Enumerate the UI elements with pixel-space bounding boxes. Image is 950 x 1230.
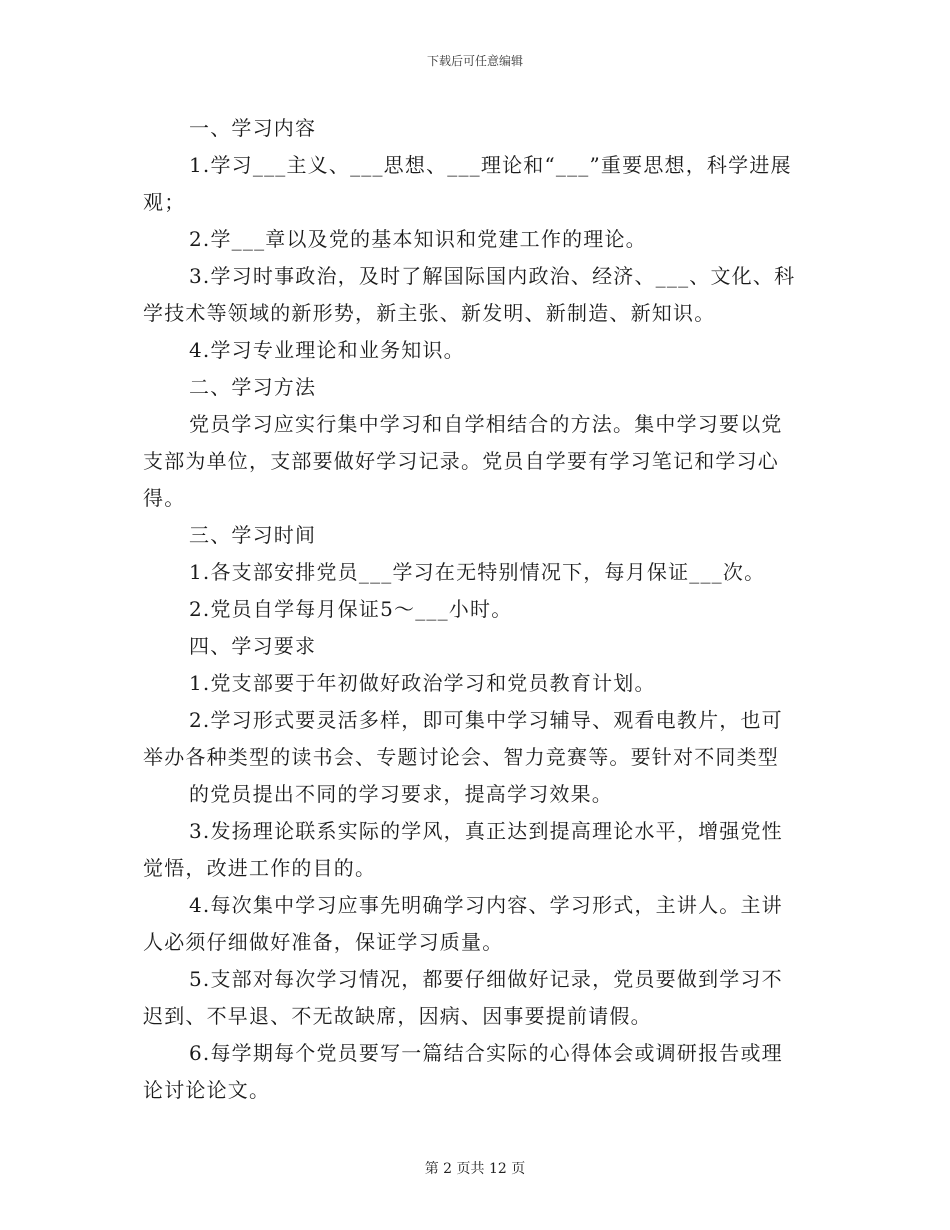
section-heading-requirements: 四、学习要求 xyxy=(189,634,317,658)
paragraph: 党员学习应实行集中学习和自学相结合的方法。集中学习要以党支部为单位，支部要做好学习记录。党员自学要有学习笔记和学习心得。 xyxy=(143,412,783,510)
paragraph: 2.党员自学每月保证5～___小时。 xyxy=(189,597,513,621)
document-body xyxy=(143,110,803,1109)
section-heading-method: 二、学习方法 xyxy=(189,375,317,399)
paragraph: 的党员提出不同的学习要求，提高学习效果。 xyxy=(189,782,613,806)
paragraph: 5.支部对每次学习情况，都要仔细做好记录，党员要做到学习不迟到、不早退、不无故缺席，因病、因事要提前请假。 xyxy=(143,967,783,1028)
paragraph: 4.每次集中学习应事先明确学习内容、学习形式，主讲人。主讲人必须仔细做好准备，保证学习质量。 xyxy=(143,893,783,954)
page-footer: 第 2 页共 12 页 xyxy=(424,1161,526,1177)
paragraph: 2.学___章以及党的基本知识和党建工作的理论。 xyxy=(189,227,647,251)
page-header: 下载后可任意编辑 xyxy=(426,54,523,68)
paragraph: 1.党支部要于年初做好政治学习和党员教育计划。 xyxy=(189,671,656,695)
paragraph: 2.学习形式要灵活多样，即可集中学习辅导、观看电教片，也可举办各种类型的读书会、专题讨论会、智力竞赛等。要针对不同类型 xyxy=(143,708,783,769)
paragraph: 3.发扬理论联系实际的学风，真正达到提高理论水平，增强党性觉悟，改进工作的目的。 xyxy=(143,819,783,880)
paragraph: 6.每学期每个党员要写一篇结合实际的心得体会或调研报告或理论讨论论文。 xyxy=(143,1041,783,1102)
section-heading-content: 一、学习内容 xyxy=(189,116,317,140)
paragraph: 3.学习时事政治，及时了解国际国内政治、经济、___、文化、科学技术等领域的新形势，新主张、新发明、新制造、新知识。 xyxy=(143,264,796,325)
paragraph: 1.各支部安排党员___学习在无特别情况下，每月保证___次。 xyxy=(189,560,766,584)
paragraph: 1.学习___主义、___思想、___理论和“___”重要思想，科学进展观； xyxy=(143,153,792,214)
section-heading-time: 三、学习时间 xyxy=(189,523,317,547)
paragraph: 4.学习专业理论和业务知识。 xyxy=(189,338,465,362)
